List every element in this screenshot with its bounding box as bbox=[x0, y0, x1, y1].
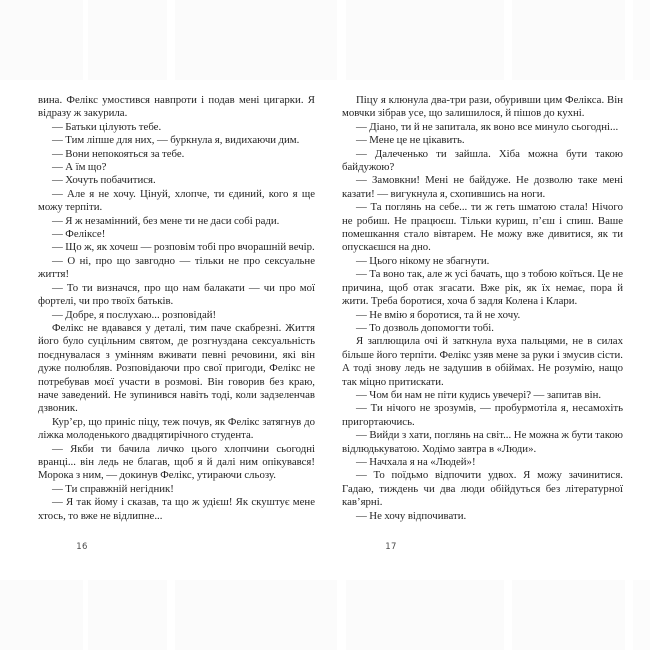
page-number: 17 bbox=[385, 542, 397, 552]
paragraph: — Та воно так, але ж усі бачать, що з тобою коїться. Це не причина, щоб отак згасати. Вже рік, як їх немає, пора й жити. Треба боротися, хоча б задля Колена і Клари. bbox=[342, 268, 623, 308]
paragraph: — Цього нікому не збагнути. bbox=[356, 254, 490, 267]
page-text bbox=[342, 94, 623, 523]
paragraph: — Я ж незамінний, без мене ти не даси собі ради. bbox=[52, 214, 280, 227]
paragraph: Я заплющила очі й заткнула вуха пальцями, не в силах більше його терпіти. Фелікс узяв мене за руки і змусив сісти. А тоді знову ледь не задушив в обіймах. Не розумію, нащо так міцно притискати. bbox=[342, 335, 623, 388]
paragraph: — Ти нічого не зрозумів, — пробурмотіла я, несамохіть пригортаючись. bbox=[342, 402, 623, 428]
paragraph: — Далеченько ти зайшла. Хіба можна бути такою байдужою? bbox=[342, 147, 623, 174]
paragraph: — Чом би нам не піти кудись увечері? — запитав він. bbox=[356, 388, 602, 401]
paragraph: — Не вмію я боротися, та й не хочу. bbox=[356, 308, 521, 321]
paragraph: Піцу я клюнула два-три рази, обуривши цим Фелікса. Він мовчки зібрав усе, що залишилося, й пішов до кухні. bbox=[342, 94, 623, 120]
paragraph: — Але я не хочу. Цінуй, хлопче, ти єдиний, кого я ще можу терпіти. bbox=[38, 187, 315, 214]
paragraph: — О ні, про що завгодно — тільки не про сексуальне життя! bbox=[38, 254, 315, 281]
page-right bbox=[337, 80, 650, 580]
paragraph: — Хочуть побачитися. bbox=[52, 174, 156, 187]
paragraph: — Вони непокояться за тебе. bbox=[52, 147, 185, 160]
paragraph: — Тим ліпше для них, — буркнула я, видихаючи дим. bbox=[52, 134, 300, 147]
paragraph: вина. Фелікс умостився навпроти і подав мені цигарки. Я відразу ж закурила. bbox=[38, 94, 315, 120]
page-text bbox=[38, 94, 315, 523]
paragraph: — Якби ти бачила личко цього хлопчини сьогодні вранці... він ледь не благав, щоб я й далі ним опікувався! Морока з ним, — докинув Фелікс, утираючи сльозу. bbox=[38, 442, 315, 482]
paragraph: — Вийди з хати, поглянь на світ... Не можна ж бути такою відлюдькуватою. Ходімо завтра в «Люди». bbox=[342, 429, 623, 455]
paragraph: — Феліксе! bbox=[52, 228, 106, 241]
paragraph: — То поїдьмо відпочити удвох. Я можу зачинитися. Гадаю, тиждень чи два люди обійдуться без літературної кав’ярні. bbox=[342, 469, 623, 509]
paragraph: Фелікс не вдавався у деталі, тим паче скабрезні. Життя його було суцільним святом, де розгнуздана сексуальність поєднувалася з умінням вживати певні речовини, які він дуже полюбляв. Розповідаючи про свої пригоди, Фелікс не потребував моєї участи в розмові. Він говорив без краю, наче заведений. Не зупинився навіть тоді, коли задзеленчав дзвоник. bbox=[38, 321, 315, 415]
paragraph: — Та поглянь на себе... ти ж геть шматою стала! Нічого не робиш. Не працюєш. Тільки куриш, п’єш і спиш. Ваше помешкання стало вівтарем. Не можу вже дивитися, як ти опускаєшся на дно. bbox=[342, 201, 623, 254]
page-number: 16 bbox=[76, 542, 88, 552]
paragraph: — Замовкни! Мені не байдуже. Не дозволю таке мені казати! — вигукнула я, схопившись на ноги. bbox=[342, 174, 623, 200]
paragraph: — Що ж, як хочеш — розповім тобі про вчорашній вечір. bbox=[52, 241, 315, 254]
book-spread bbox=[0, 80, 650, 580]
paragraph: — То ти визначся, про що нам балакати — чи про мої фортелі, чи про твоїх батьків. bbox=[38, 281, 315, 308]
paragraph: — То дозволь допомогти тобі. bbox=[356, 321, 494, 334]
paragraph: — Батьки цілують тебе. bbox=[52, 120, 162, 133]
paragraph: — Не хочу відпочивати. bbox=[356, 509, 467, 522]
page-left bbox=[0, 80, 337, 580]
paragraph: — Начхала я на «Людей»! bbox=[356, 455, 476, 468]
paragraph: — Ти справжній негідник! bbox=[52, 482, 174, 495]
paragraph: — Добре, я послухаю... розповідай! bbox=[52, 308, 217, 321]
paragraph: — А їм що? bbox=[52, 161, 107, 174]
paragraph: — Мене це не цікавить. bbox=[356, 134, 465, 147]
paragraph: Кур’єр, що приніс піцу, теж почув, як Фелікс затягнув до ліжка молоденького двадцятирічного студента. bbox=[38, 415, 315, 442]
paragraph: — Я так йому і сказав, та що ж удієш! Як скуштує мене хтось, то вже не відлипне... bbox=[38, 496, 315, 522]
paragraph: — Діано, ти й не запитала, як воно все минуло сьогодні... bbox=[356, 120, 619, 133]
